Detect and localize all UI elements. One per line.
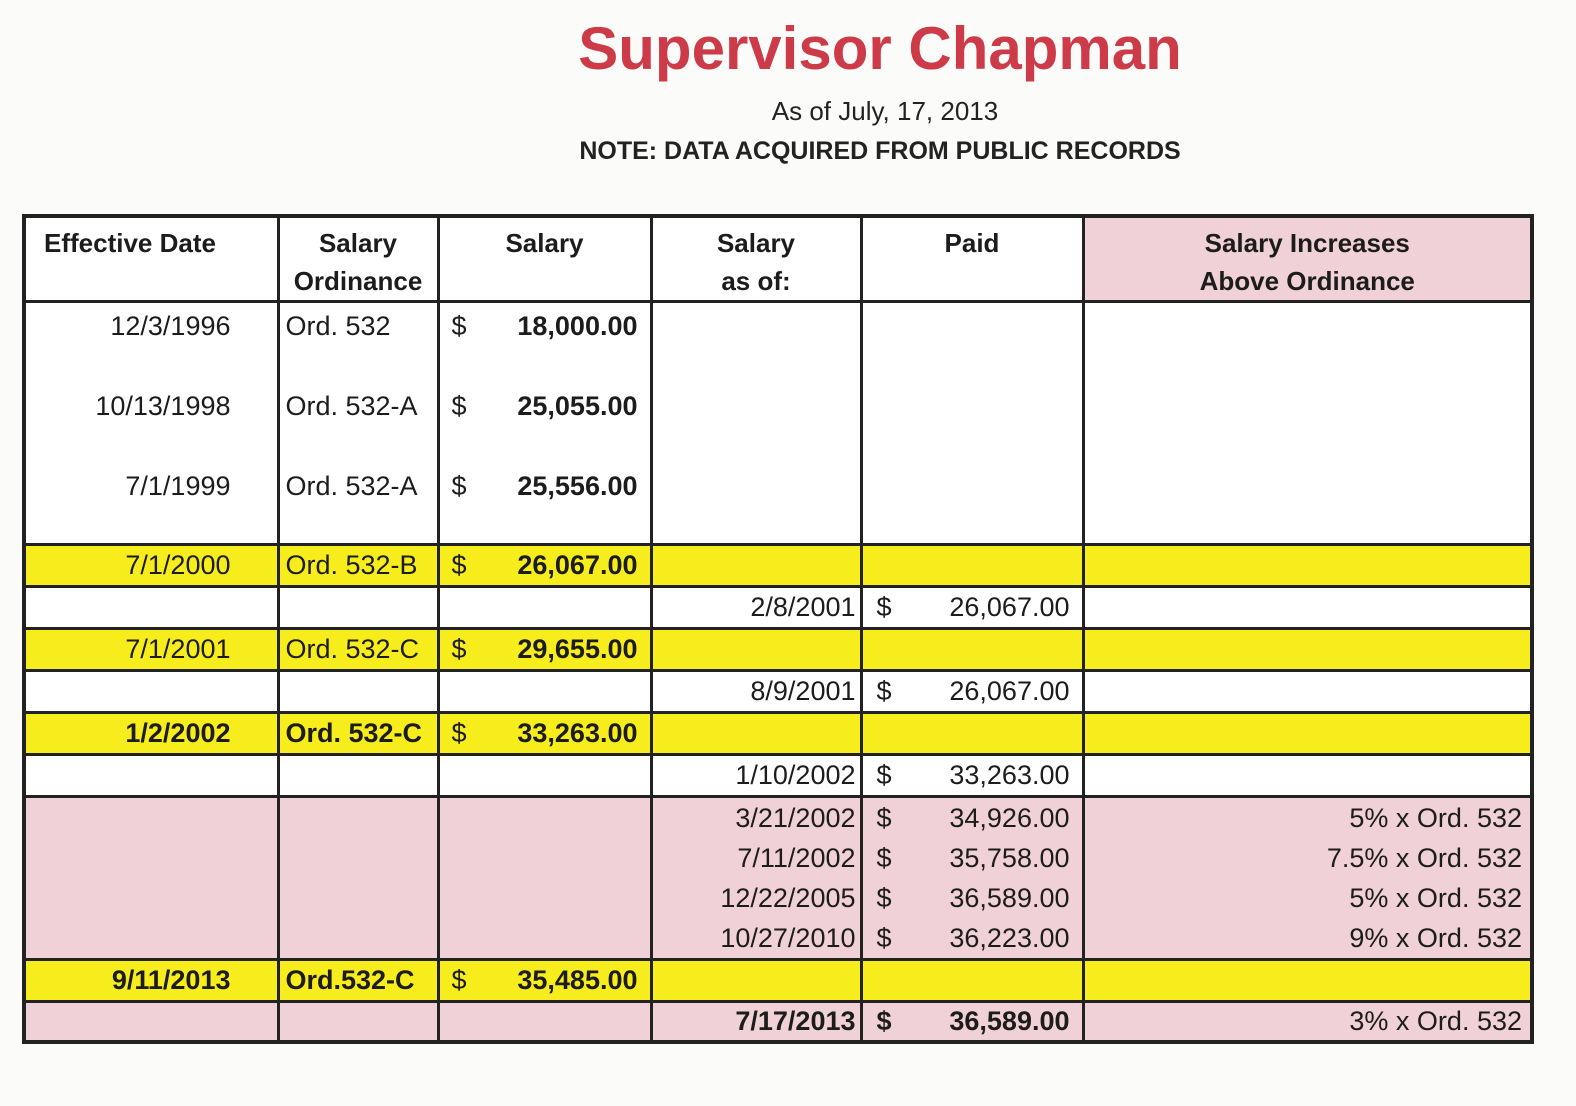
salary-as-of-cell — [651, 302, 861, 545]
currency-symbol: $ — [876, 760, 892, 790]
salary-as-of-cell — [651, 545, 861, 587]
increase-cell — [1083, 587, 1532, 629]
table-row — [24, 755, 1532, 797]
col-ordinance-line2: Ordinance — [293, 266, 423, 296]
salary-value: 25,055.00 — [517, 391, 638, 421]
salary-value: 18,000.00 — [517, 311, 638, 341]
date-value: 12/3/1996 — [110, 311, 231, 341]
paid-value: 35,758.00 — [949, 843, 1070, 873]
salary-value: 26,067.00 — [517, 550, 638, 580]
paid-cell — [861, 671, 1083, 713]
col-salary-ordinance — [278, 216, 438, 302]
ordinance-cell — [278, 797, 438, 960]
increase-cell — [1083, 629, 1532, 671]
salary-as-of-cell: 7/17/2013 — [651, 1002, 861, 1042]
salary-cell — [438, 629, 651, 671]
currency-symbol: $ — [876, 843, 892, 873]
ordinance-value: Ord. 532-A — [285, 471, 418, 501]
paid-cell — [861, 587, 1083, 629]
increase-value: 5% x Ord. 532 — [1349, 883, 1522, 913]
salary-value: 25,556.00 — [517, 471, 638, 501]
ordinance-value: Ord. 532-A — [285, 391, 418, 421]
increase-cell — [1083, 755, 1532, 797]
paid-value: 33,263.00 — [949, 760, 1070, 790]
salary-cell — [438, 302, 651, 545]
salary-value: 33,263.00 — [517, 718, 638, 748]
salary-cell — [438, 797, 651, 960]
currency-symbol: $ — [451, 965, 467, 995]
as-of-value: 12/22/2005 — [720, 883, 856, 913]
increase-cell — [1083, 960, 1532, 1002]
increase-cell: 3% x Ord. 532 — [1083, 1002, 1532, 1042]
currency-symbol: $ — [876, 923, 892, 953]
effective-date-cell — [24, 755, 278, 797]
col-asof-line1: Salary — [716, 228, 796, 258]
table-row — [24, 587, 1532, 629]
salary-cell — [438, 671, 651, 713]
col-paid: Paid — [861, 216, 1083, 302]
table-row — [24, 302, 1532, 545]
effective-date-cell: 9/11/2013 — [24, 960, 278, 1002]
paid-value: 36,223.00 — [949, 923, 1070, 953]
table-row — [24, 960, 1532, 1002]
paid-value: 36,589.00 — [949, 883, 1070, 913]
effective-date-cell: 7/1/2000 — [24, 545, 278, 587]
salary-as-of-cell: 1/10/2002 — [651, 755, 861, 797]
ordinance-cell — [278, 302, 438, 545]
currency-symbol: $ — [876, 592, 892, 622]
salary-value: 29,655.00 — [517, 634, 638, 664]
as-of-value: 7/11/2002 — [737, 843, 856, 873]
table-row — [24, 629, 1532, 671]
page-title: Supervisor Chapman — [578, 15, 1182, 82]
col-ordinance-line1: Salary — [318, 228, 398, 258]
currency-symbol: $ — [451, 718, 467, 748]
ordinance-value: Ord. 532 — [285, 311, 391, 341]
paid-cell — [861, 302, 1083, 545]
ordinance-cell — [278, 587, 438, 629]
paid-cell — [861, 960, 1083, 1002]
paid-cell — [861, 713, 1083, 755]
paid-cell — [861, 797, 1083, 960]
ordinance-cell: Ord. 532-C — [278, 629, 438, 671]
currency-symbol: $ — [876, 803, 892, 833]
salary-as-of-cell: 2/8/2001 — [651, 587, 861, 629]
paid-cell — [861, 1002, 1083, 1042]
paid-value: 26,067.00 — [949, 676, 1070, 706]
effective-date-cell: 7/1/2001 — [24, 629, 278, 671]
as-of-value: 3/21/2002 — [735, 803, 856, 833]
salary-cell — [438, 755, 651, 797]
paid-value: 26,067.00 — [949, 592, 1070, 622]
currency-symbol: $ — [451, 311, 467, 341]
salary-cell — [438, 545, 651, 587]
currency-symbol: $ — [451, 550, 467, 580]
paid-value: 36,589.00 — [949, 1005, 1070, 1036]
currency-symbol: $ — [876, 1005, 892, 1036]
effective-date-cell — [24, 671, 278, 713]
date-value: 7/1/1999 — [125, 471, 231, 501]
effective-date-cell — [24, 587, 278, 629]
increase-value: 7.5% x Ord. 532 — [1326, 843, 1522, 873]
salary-value: 35,485.00 — [517, 965, 638, 995]
salary-as-of-cell — [651, 713, 861, 755]
currency-symbol: $ — [876, 676, 892, 706]
increase-value: 5% x Ord. 532 — [1349, 803, 1522, 833]
currency-symbol: $ — [451, 634, 467, 664]
currency-symbol: $ — [451, 471, 467, 501]
currency-symbol: $ — [451, 391, 467, 421]
ordinance-cell: Ord. 532-B — [278, 545, 438, 587]
effective-date-cell — [24, 302, 278, 545]
paid-cell — [861, 629, 1083, 671]
effective-date-cell: 1/2/2002 — [24, 713, 278, 755]
as-of-date: As of July, 17, 2013 — [771, 96, 999, 126]
data-source-note: NOTE: DATA ACQUIRED FROM PUBLIC RECORDS — [579, 137, 1181, 165]
paid-value: 34,926.00 — [949, 803, 1070, 833]
table-header-row — [24, 216, 1532, 302]
date-value: 10/13/1998 — [95, 391, 231, 421]
col-salary-as-of — [651, 216, 861, 302]
salary-cell — [438, 1002, 651, 1042]
effective-date-cell — [24, 797, 278, 960]
salary-cell — [438, 960, 651, 1002]
salary-cell — [438, 587, 651, 629]
increase-value: 9% x Ord. 532 — [1349, 923, 1522, 953]
currency-symbol: $ — [876, 883, 892, 913]
salary-as-of-cell: 8/9/2001 — [651, 671, 861, 713]
salary-table — [22, 214, 1534, 1044]
salary-as-of-cell — [651, 960, 861, 1002]
ordinance-cell — [278, 1002, 438, 1042]
ordinance-cell: Ord.532-C — [278, 960, 438, 1002]
col-salary-increases — [1083, 216, 1532, 302]
paid-cell — [861, 545, 1083, 587]
increase-cell — [1083, 713, 1532, 755]
table-row — [24, 797, 1532, 960]
col-increases-line1: Salary Increases — [1204, 228, 1410, 258]
increase-cell — [1083, 797, 1532, 960]
col-salary: Salary — [438, 216, 651, 302]
ordinance-cell: Ord. 532-C — [278, 713, 438, 755]
col-effective-date: Effective Date — [24, 216, 278, 302]
ordinance-cell — [278, 755, 438, 797]
salary-as-of-cell — [651, 797, 861, 960]
as-of-value: 10/27/2010 — [720, 923, 856, 953]
col-asof-line2: as of: — [721, 266, 791, 296]
table-row — [24, 1002, 1532, 1042]
salary-as-of-cell — [651, 629, 861, 671]
col-increases-line2: Above Ordinance — [1199, 266, 1415, 296]
effective-date-cell — [24, 1002, 278, 1042]
increase-cell — [1083, 671, 1532, 713]
increase-cell — [1083, 545, 1532, 587]
increase-cell — [1083, 302, 1532, 545]
paid-cell — [861, 755, 1083, 797]
ordinance-cell — [278, 671, 438, 713]
table-row — [24, 671, 1532, 713]
table-row — [24, 545, 1532, 587]
table-row — [24, 713, 1532, 755]
salary-cell — [438, 713, 651, 755]
